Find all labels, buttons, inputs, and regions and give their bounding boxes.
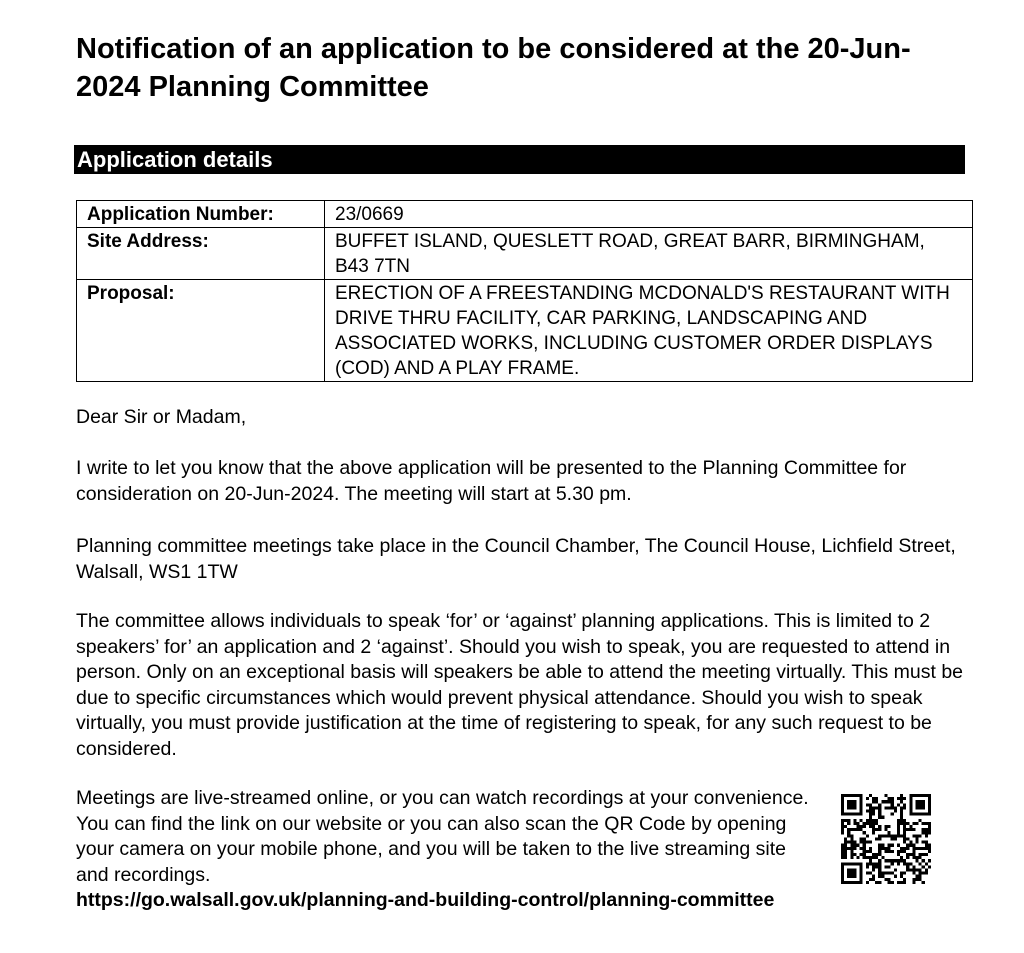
salutation: Dear Sir or Madam, [76, 406, 247, 428]
page-title: Notification of an application to be considered at the 20-Jun-2024 Planning Committee [76, 33, 911, 103]
proposal-value: ERECTION OF A FREESTANDING MCDONALD'S RESTAURANT WITH DRIVE THRU FACILITY, CAR PARKING, LANDSCAPING AND ASSOCIATED WORKS, INCLUDING CUSTOMER ORDER DISPLAYS (COD) AND A PLAY FRAME. [325, 280, 973, 382]
paragraph-speaking-rules: The committee allows individuals to speak ‘for’ or ‘against’ planning applications. This is limited to 2 speakers’ for’ an application and 2 ‘against’. Should you wish to speak, you are requested to attend in person. Only on an exceptional basis will speakers be able to attend the meeting virtually. This must be due to specific circumstances which would prevent physical attendance. Should you wish to speak virtually, you must provide justification at the time of registering to speak, for any such request to be considered. [76, 610, 964, 760]
table-row [77, 228, 973, 280]
site-address-label: Site Address: [77, 228, 325, 280]
table-row [77, 280, 973, 382]
paragraph-live-stream: Meetings are live-streamed online, or you can watch recordings at your convenience. You can find the link on our website or you can also scan the QR Code by opening your camera on your mobile phone, and you will be taken to the live streaming site and recordings. [76, 787, 809, 886]
qr-code-icon[interactable] [840, 794, 932, 884]
document-header [76, 30, 966, 106]
application-details-table [76, 200, 973, 382]
paragraph-meeting-location: Planning committee meetings take place in the Council Chamber, The Council House, Lichfield Street, Walsall, WS1 1TW [76, 535, 956, 583]
proposal-label: Proposal: [77, 280, 325, 382]
section-heading: Application details [74, 145, 965, 174]
application-number-value: 23/0669 [325, 201, 973, 228]
table-row [77, 201, 973, 228]
paragraph-meeting-date: I write to let you know that the above application will be presented to the Planning Committee for consideration on 20-Jun-2024. The meeting will start at 5.30 pm. [76, 457, 907, 505]
application-number-label: Application Number: [77, 201, 325, 228]
site-address-value: BUFFET ISLAND, QUESLETT ROAD, GREAT BARR, BIRMINGHAM, B43 7TN [325, 228, 973, 280]
committee-link[interactable]: https://go.walsall.gov.uk/planning-and-building-control/planning-committee [76, 889, 775, 911]
